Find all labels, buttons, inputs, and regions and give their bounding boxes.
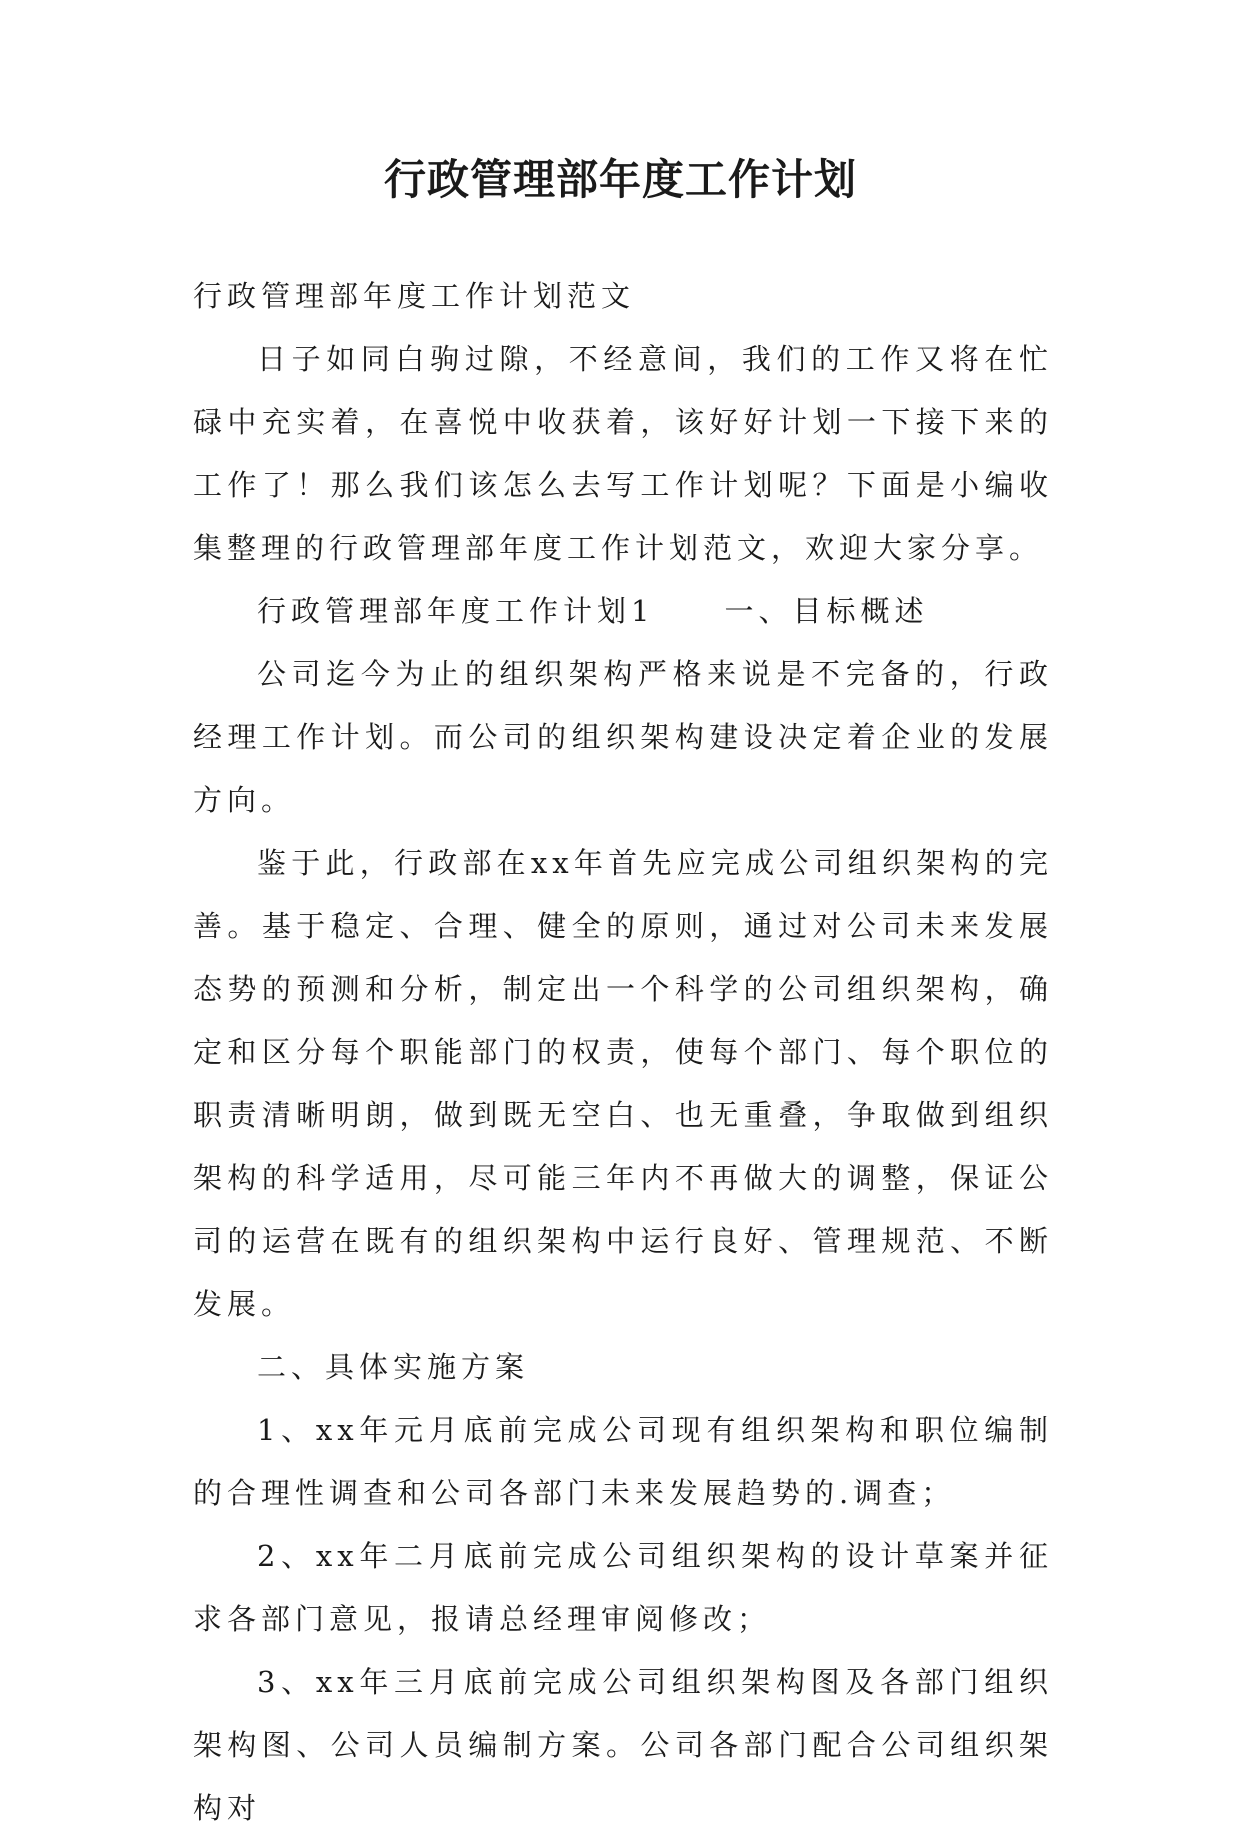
plan-item-1: 1、xx年元月底前完成公司现有组织架构和职位编制的合理性调查和公司各部门未来发展趋势的.调查； (193, 1413, 1053, 1510)
document-title: 行政管理部年度工作计划 (383, 155, 857, 204)
document-subtitle: 行政管理部年度工作计划范文 (193, 279, 636, 313)
plan-item-2: 2、xx年二月底前完成公司组织架构的设计草案并征求各部门意见，报请总经理审阅修改； (193, 1539, 1053, 1636)
section-two-heading: 二、具体实施方案 (257, 1350, 530, 1384)
overview-paragraph: 公司迄今为止的组织架构严格来说是不完备的，行政经理工作计划。而公司的组织架构建设决定着企业的发展方向。 (193, 657, 1053, 817)
plan-item-3: 3、xx年三月底前完成公司组织架构图及各部门组织架构图、公司人员编制方案。公司各部门配合公司组织架构对 (193, 1665, 1053, 1825)
document-body (193, 265, 1053, 1840)
section-one-heading: 一、目标概述 (724, 594, 929, 628)
plan-heading: 行政管理部年度工作计划1 (257, 594, 655, 628)
intro-paragraph: 日子如同白驹过隙，不经意间，我们的工作又将在忙碌中充实着，在喜悦中收获着，该好好计划一下接下来的工作了！那么我们该怎么去写工作计划呢？下面是小编收集整理的行政管理部年度工作计划范文，欢迎大家分享。 (193, 342, 1053, 565)
plan-heading-line (193, 580, 1053, 643)
goal-paragraph: 鉴于此，行政部在xx年首先应完成公司组织架构的完善。基于稳定、合理、健全的原则，通过对公司未来发展态势的预测和分析，制定出一个科学的公司组织架构，确定和区分每个职能部门的权责，使每个部门、每个职位的职责清晰明朗，做到既无空白、也无重叠，争取做到组织架构的科学适用，尽可能三年内不再做大的调整，保证公司的运营在既有的组织架构中运行良好、管理规范、不断发展。 (193, 846, 1053, 1321)
